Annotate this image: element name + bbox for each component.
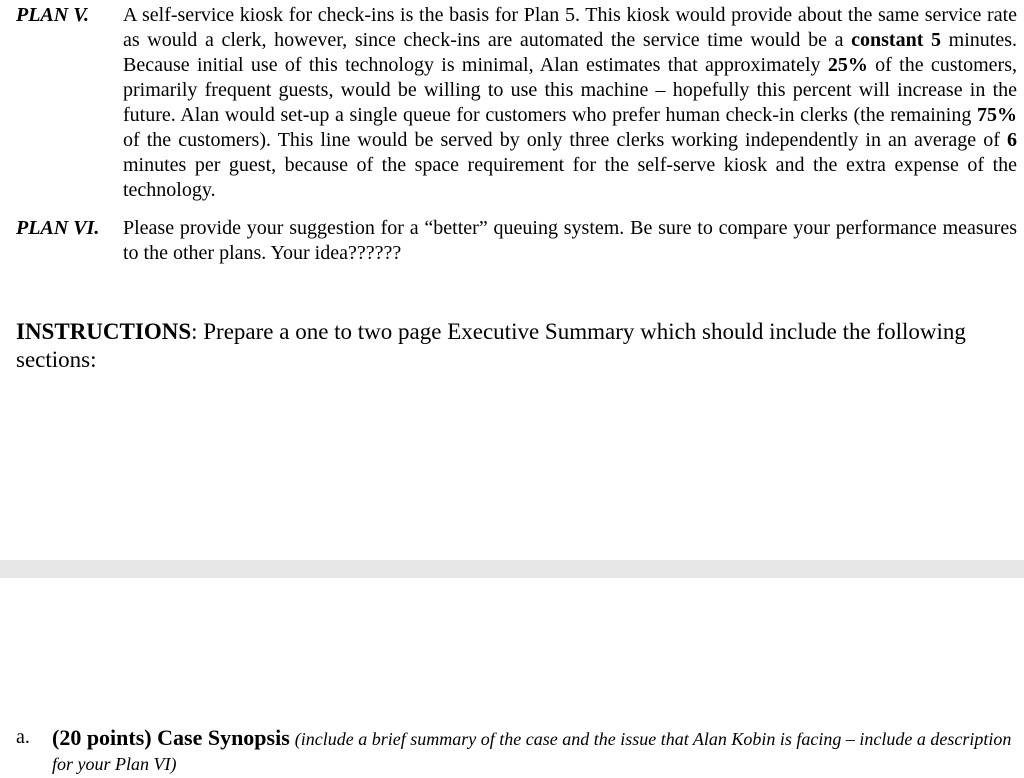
- plan-v-text-part: of the customers). This line would be served by only three clerks working independently in an average of: [123, 129, 1007, 151]
- instructions-label: INSTRUCTIONS: [16, 319, 192, 344]
- plan-v-bold-clerk-minutes: 6: [1007, 129, 1017, 151]
- instructions-paragraph: [16, 318, 1012, 374]
- plan-v-text-part: A self-service kiosk for check-ins is the basis for Plan 5. This kiosk would provide about the same service rate as would a clerk, however, since check-ins are automated the service time would be a: [123, 4, 1017, 51]
- list-item-body: [52, 725, 1018, 777]
- instructions-text: : Prepare a one to two page Executive Summary which should include the following sections:: [16, 319, 966, 372]
- case-synopsis-description: (include a brief summary of the case and the issue that Alan Kobin is facing – include a description for your Plan VI): [52, 729, 1012, 774]
- plan-v-text-part: minutes per guest, because of the space requirement for the self-serve kiosk and the extra expense of the technology.: [123, 154, 1017, 201]
- plan-v-bold-clerk-percent: 75%: [977, 104, 1017, 126]
- list-item-marker: a.: [16, 726, 30, 748]
- plan-v-text-part: of the customers, primarily frequent guests, would be willing to use this machine – hopefully this percent will increase in the future. Alan would set-up a single queue for customers who prefer human check-in clerks (the remaining: [123, 54, 1017, 126]
- plan-v-text-part: minutes. Because initial use of this technology is minimal, Alan estimates that approximately: [123, 29, 1017, 76]
- case-synopsis-heading: (20 points) Case Synopsis: [52, 725, 290, 750]
- plan-v-label: PLAN V.: [16, 4, 89, 26]
- page-break-gap: [0, 560, 1024, 578]
- plan-vi-label: PLAN VI.: [16, 217, 100, 239]
- plan-vi-text: Please provide your suggestion for a “better” queuing system. Be sure to compare your performance measures to the other plans. Your idea??????: [123, 217, 1017, 264]
- plan-v-bold-kiosk-percent: 25%: [827, 54, 868, 76]
- plan-v-bold-service-time: constant 5: [851, 29, 942, 51]
- plan-v-text: [123, 3, 1017, 203]
